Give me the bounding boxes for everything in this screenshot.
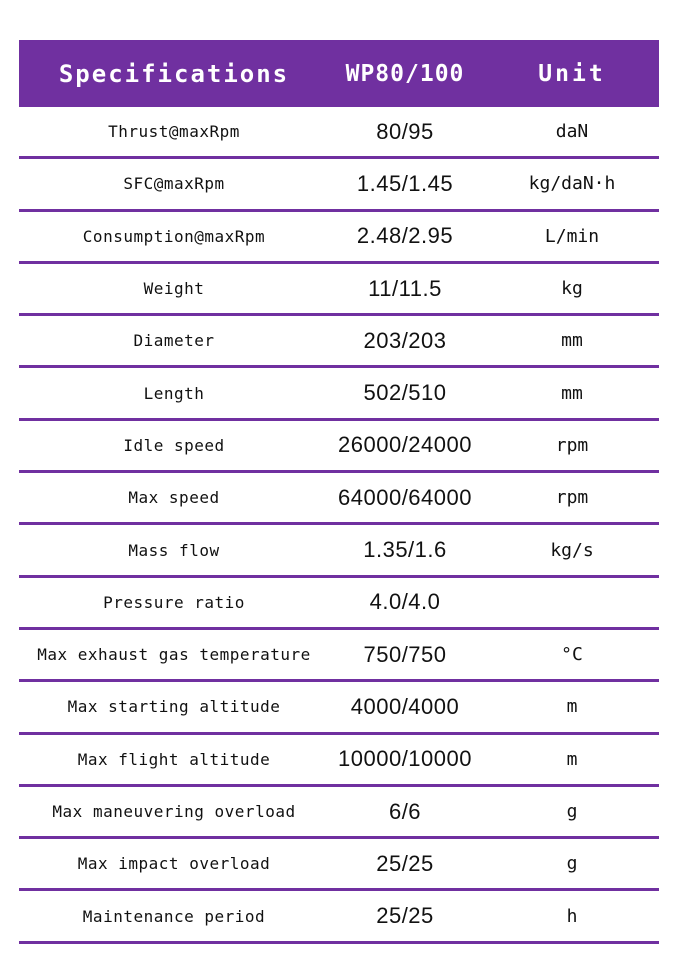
- value-cell: 25/25: [376, 903, 434, 929]
- value-cell: 6/6: [388, 798, 422, 824]
- value-cell: 4000/4000: [350, 693, 460, 719]
- table-row: [19, 578, 659, 630]
- value-cell: 25/25: [376, 850, 434, 876]
- unit-cell: °C: [561, 644, 583, 666]
- table-row: [19, 891, 659, 943]
- table-row: [19, 316, 659, 368]
- table-row: [19, 787, 659, 839]
- spec-cell: Consumption@maxRpm: [82, 226, 266, 246]
- table-row: [19, 159, 659, 211]
- table-row: [19, 630, 659, 682]
- value-cell: 11/11.5: [368, 275, 442, 301]
- unit-cell: mm: [561, 382, 583, 404]
- header-unit: Unit: [538, 60, 606, 87]
- value-cell: 2.48/2.95: [356, 223, 454, 249]
- spec-cell: Weight: [143, 279, 205, 299]
- spec-cell: SFC@maxRpm: [123, 174, 225, 194]
- unit-cell: daN: [555, 121, 589, 143]
- spec-cell: Diameter: [133, 331, 215, 351]
- table-row: [19, 525, 659, 577]
- unit-cell: g: [566, 853, 578, 875]
- table-row: [19, 368, 659, 420]
- value-cell: 1.35/1.6: [363, 537, 447, 563]
- spec-cell: Max exhaust gas temperature: [37, 645, 311, 665]
- spec-table: [19, 40, 659, 944]
- value-cell: 750/750: [363, 641, 447, 667]
- spec-cell: Max flight altitude: [77, 749, 271, 769]
- unit-cell: m: [566, 696, 578, 718]
- unit-cell: h: [566, 905, 578, 927]
- table-row: [19, 421, 659, 473]
- spec-cell: Pressure ratio: [103, 592, 245, 612]
- table-body: [19, 107, 659, 944]
- unit-cell: kg/s: [550, 539, 594, 561]
- table-row: [19, 264, 659, 316]
- header-specifications: Specifications: [58, 59, 290, 88]
- unit-cell: rpm: [555, 487, 589, 509]
- value-cell: 80/95: [376, 118, 434, 144]
- unit-cell: m: [566, 748, 578, 770]
- header-model: WP80/100: [345, 60, 465, 87]
- value-cell: 4.0/4.0: [369, 589, 441, 615]
- table-row: [19, 473, 659, 525]
- value-cell: 203/203: [363, 327, 447, 353]
- spec-cell: Mass flow: [128, 540, 220, 560]
- spec-cell: Max maneuvering overload: [52, 802, 296, 821]
- table-row: [19, 839, 659, 891]
- unit-cell: L/min: [544, 225, 600, 247]
- value-cell: 10000/10000: [338, 746, 472, 772]
- spec-cell: Max speed: [128, 488, 220, 508]
- value-cell: 26000/24000: [338, 432, 472, 458]
- unit-cell: g: [566, 801, 578, 822]
- spec-cell: Max impact overload: [77, 854, 271, 874]
- table-row: [19, 107, 659, 159]
- spec-cell: Maintenance period: [82, 906, 266, 926]
- unit-cell: kg/daN·h: [528, 173, 616, 195]
- value-cell: 64000/64000: [338, 484, 472, 510]
- unit-cell: rpm: [555, 434, 589, 456]
- table-row: [19, 682, 659, 734]
- table-row: [19, 212, 659, 264]
- table-header: [19, 40, 659, 107]
- spec-cell: Length: [143, 383, 205, 403]
- spec-cell: Thrust@maxRpm: [108, 122, 240, 142]
- value-cell: 1.45/1.45: [356, 170, 454, 196]
- spec-cell: Max starting altitude: [67, 697, 281, 717]
- unit-cell: mm: [561, 330, 583, 352]
- value-cell: 502/510: [363, 380, 447, 406]
- spec-cell: Idle speed: [123, 435, 225, 455]
- unit-cell: kg: [561, 278, 583, 300]
- table-row: [19, 735, 659, 787]
